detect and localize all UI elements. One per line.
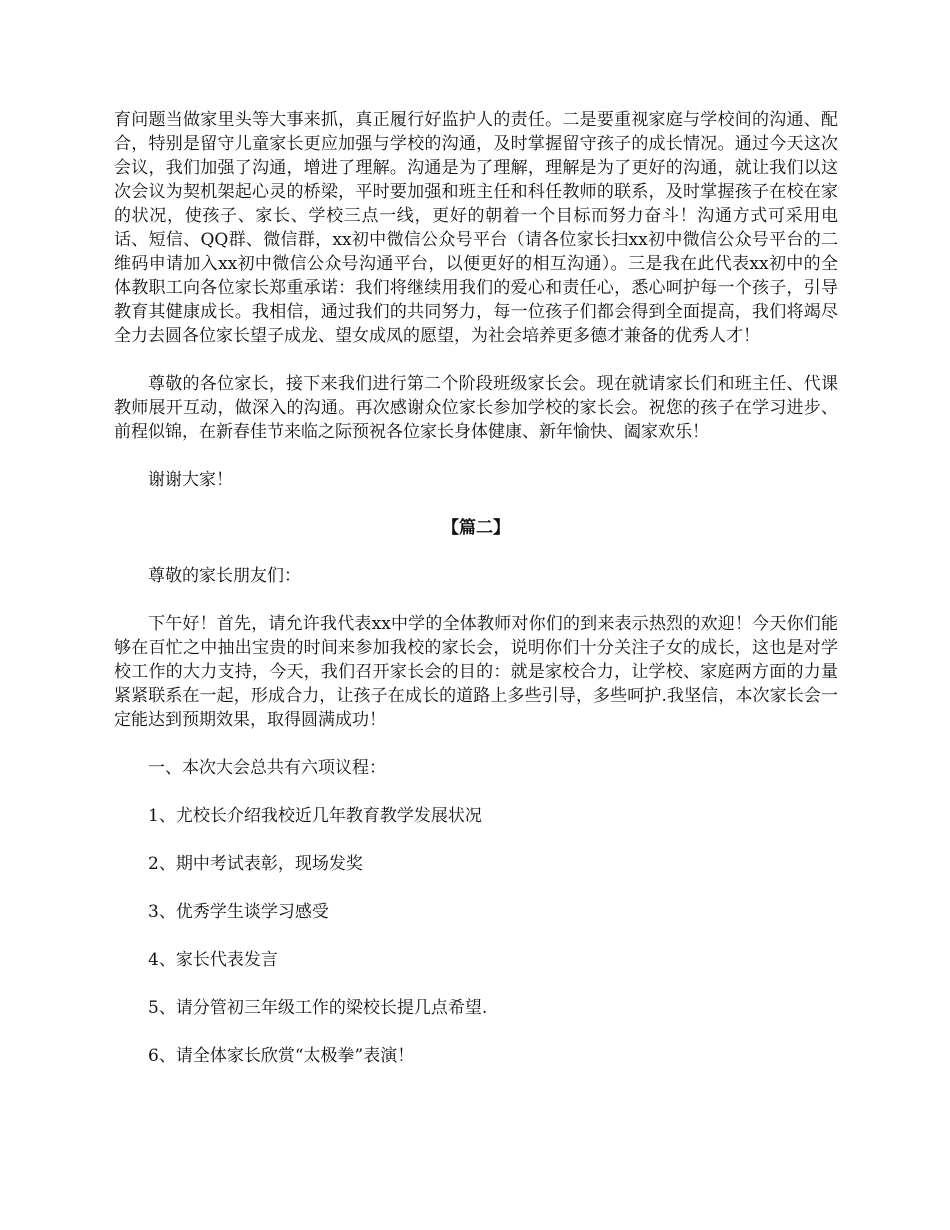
section-title: 【篇二】 bbox=[442, 518, 510, 538]
agenda-intro: 一、本次大会总共有六项议程： bbox=[148, 758, 386, 778]
agenda-item-4: 4、家长代表发言 bbox=[148, 950, 278, 970]
paragraph-welcome: 下午好！首先，请允许我代表xx中学的全体教师对你们的到来表示热烈的欢迎！今天你们能够在百忙之中抽出宝贵的时间来参加我校的家长会，说明你们十分关注子女的成长，这也是对学校工作的大力支持，今天，我们召开家长会的目的：就是家校合力，让学校、家庭两方面的力量紧紧联系在一起，形成合力，让孩子在成长的道路上多些引导，多些呵护.我坚信，本次家长会一定能达到预期效果，取得圆满成功！ bbox=[114, 614, 838, 730]
agenda-item-2: 2、期中考试表彰，现场发奖 bbox=[148, 854, 363, 874]
agenda-item-3: 3、优秀学生谈学习感受 bbox=[148, 902, 329, 922]
paragraph-1: 育问题当做家里头等大事来抓，真正履行好监护人的责任。二是要重视家庭与学校间的沟通、配合，特别是留守儿童家长更应加强与学校的沟通，及时掌握留守孩子的成长情况。通过今天这次会议，我们加强了沟通，增进了理解。沟通是为了理解，理解是为了更好的沟通，就让我们以这次会议为契机架起心灵的桥梁，平时要加强和班主任和科任教师的联系，及时掌握孩子在校在家的状况，使孩子、家长、学校三点一线，更好的朝着一个目标而努力奋斗！沟通方式可采用电话、短信、QQ群、微信群，xx初中微信公众号平台（请各位家长扫xx初中微信公众号平台的二维码申请加入xx初中微信公众号沟通平台，以便更好的相互沟通）。三是我在此代表xx初中的全体教职工向各位家长郑重承诺：我们将继续用我们的爱心和责任心，悉心呵护每一个孩子，引导教育其健康成长。我相信，通过我们的共同努力，每一位孩子们都会得到全面提高，我们将竭尽全力去圆各位家长望子成龙、望女成凤的愿望，为社会培养更多德才兼备的优秀人才！ bbox=[114, 110, 838, 346]
paragraph-thanks: 谢谢大家！ bbox=[148, 470, 233, 490]
agenda-item-6: 6、请全体家长欣赏“太极拳”表演！ bbox=[148, 1046, 415, 1066]
agenda-item-5: 5、请分管初三年级工作的梁校长提几点希望. bbox=[148, 998, 488, 1018]
agenda-item-1: 1、尤校长介绍我校近几年教育教学发展状况 bbox=[148, 806, 482, 826]
greeting: 尊敬的家长朋友们： bbox=[148, 566, 301, 586]
paragraph-2: 尊敬的各位家长，接下来我们进行第二个阶段班级家长会。现在就请家长们和班主任、代课教师展开互动，做深入的沟通。再次感谢众位家长参加学校的家长会。祝您的孩子在学习进步、前程似锦，在新春佳节来临之际预祝各位家长身体健康、新年愉快、阖家欢乐！ bbox=[114, 374, 838, 442]
document-page bbox=[114, 108, 838, 1068]
